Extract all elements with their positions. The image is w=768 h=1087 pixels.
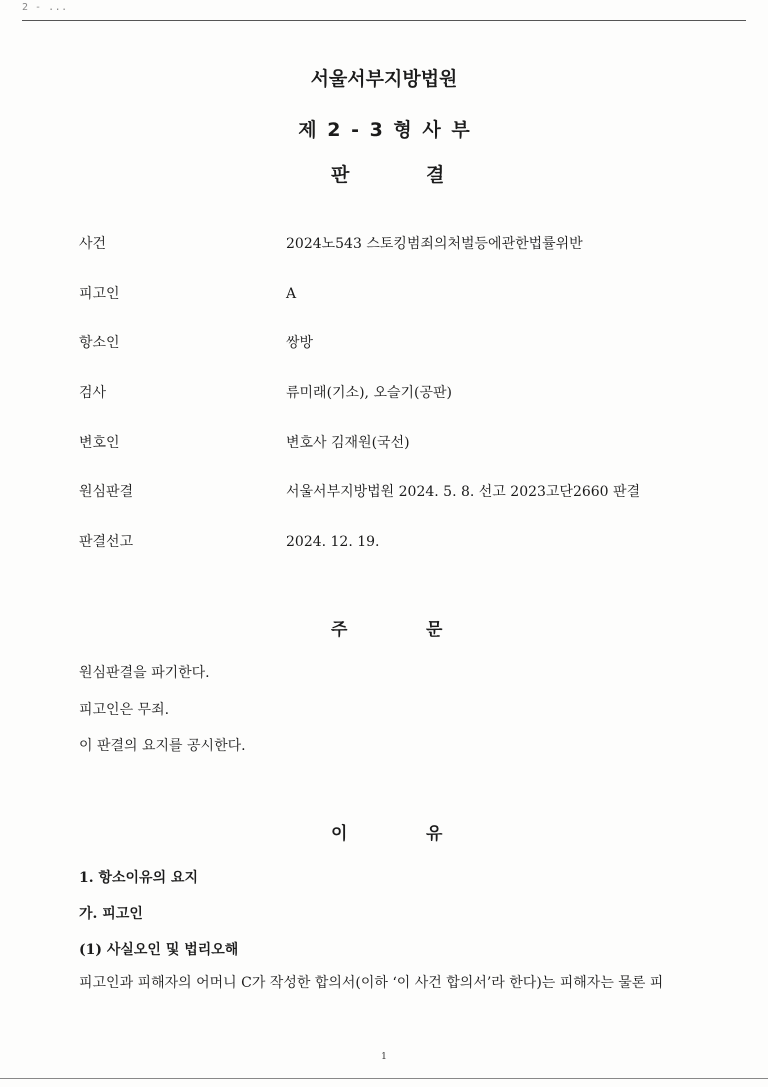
page-number: 1 [381,1052,387,1062]
order-heading-right: 문 [426,620,443,640]
order-line-3: 이 판결의 요지를 공시한다. [79,738,246,754]
defendant-value: A [286,286,297,302]
appellant-label: 항소인 [79,335,120,351]
defendant-label: 피고인 [79,286,120,302]
reasons-heading-left: 이 [331,824,348,844]
body-paragraph: 피고인과 피해자의 어머니 C가 작성한 합의서(이하 ‘이 사건 합의서’라 한다)는 피해자는 물론 피 [79,975,664,991]
counsel-label: 변호인 [79,435,120,451]
reasons-heading-right: 유 [426,824,443,844]
bottom-divider [0,1078,768,1079]
prosecutor-value: 류미래(기소), 오슬기(공판) [286,385,452,401]
order-heading-left: 주 [331,620,348,640]
subsection-ga-title: 가. 피고인 [79,906,143,922]
case-value: 2024노543 스토킹범죄의처벌등에관한법률위반 [286,236,583,252]
court-division: 제 2 - 3 형 사 부 [298,119,470,141]
case-label: 사건 [79,236,107,252]
subsection-1-title: (1) 사실오인 및 법리오해 [79,942,239,958]
original-judgment-label: 원심판결 [79,484,134,500]
counsel-value: 변호사 김재원(국선) [286,435,410,451]
court-name: 서울서부지방법원 [310,68,458,90]
judgment-date-value: 2024. 12. 19. [286,534,380,550]
judgment-date-label: 판결선고 [79,534,134,550]
doc-type-right: 결 [426,164,445,186]
doc-type-left: 판 [331,164,350,186]
top-divider [22,20,746,21]
order-line-2: 피고인은 무죄. [79,702,170,718]
original-judgment-value: 서울서부지방법원 2024. 5. 8. 선고 2023고단2660 판결 [286,484,641,500]
appellant-value: 쌍방 [286,335,314,351]
prosecutor-label: 검사 [79,385,107,401]
fax-header-line: 2 - ... [22,2,68,13]
section-1-title: 1. 항소이유의 요지 [79,870,199,886]
order-line-1: 원심판결을 파기한다. [79,665,210,681]
